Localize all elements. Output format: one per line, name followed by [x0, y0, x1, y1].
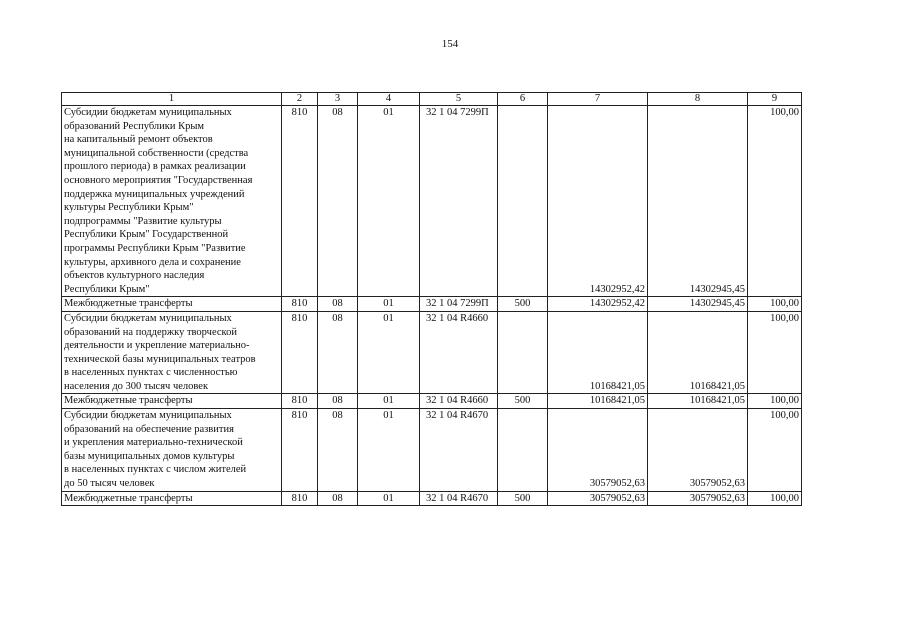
description-line: культуры Республики Крым"	[64, 202, 194, 214]
description-line: подпрограммы "Развитие культуры	[64, 215, 222, 227]
subsection-cell: 01	[358, 394, 420, 409]
expense-type-cell	[498, 311, 548, 394]
description-line: населения до 300 тысяч человек	[64, 380, 209, 392]
code-cell: 810	[282, 106, 318, 297]
column-header: 5	[420, 93, 498, 106]
code-cell: 810	[282, 409, 318, 492]
header-row	[62, 93, 802, 106]
description-line: основного мероприятия "Государственная	[64, 174, 253, 186]
expense-type-cell: 500	[498, 297, 548, 312]
amount-cell: 10168421,05	[548, 311, 648, 394]
target-article-cell: 32 1 04 7299П	[420, 106, 498, 297]
description-line: и укрепления материально-технической	[64, 437, 243, 449]
percent-cell: 100,00	[748, 491, 802, 506]
target-article-cell: 32 1 04 R4660	[420, 394, 498, 409]
description-line: до 50 тысяч человек	[64, 478, 155, 490]
amount-cell: 14302945,45	[648, 297, 748, 312]
amount-cell: 14302952,42	[548, 297, 648, 312]
description-cell	[62, 311, 282, 394]
description-line: образований Республики Крым	[64, 120, 205, 132]
subsection-cell: 01	[358, 491, 420, 506]
percent-cell: 100,00	[748, 394, 802, 409]
target-article-cell: 32 1 04 R4660	[420, 311, 498, 394]
description-cell: Межбюджетные трансферты	[62, 491, 282, 506]
description-line: образований на обеспечение развития	[64, 423, 234, 435]
expense-type-cell	[498, 409, 548, 492]
description-line: Республики Крым" Государственной	[64, 229, 229, 241]
description-line: культуры, архивного дела и сохранение	[64, 256, 241, 268]
expense-type-cell: 500	[498, 491, 548, 506]
code-cell: 810	[282, 311, 318, 394]
description-line: в населенных пунктах с численностью	[64, 367, 238, 379]
section-cell: 08	[318, 394, 358, 409]
description-line: базы муниципальных домов культуры	[64, 450, 235, 462]
subsection-cell: 01	[358, 106, 420, 297]
transfer-row	[62, 491, 802, 506]
description-line: программы Республики Крым "Развитие	[64, 242, 246, 254]
section-cell: 08	[318, 297, 358, 312]
subsection-cell: 01	[358, 297, 420, 312]
percent-cell: 100,00	[748, 106, 802, 297]
section-cell: 08	[318, 491, 358, 506]
amount-cell: 10168421,05	[648, 394, 748, 409]
subsection-cell: 01	[358, 311, 420, 394]
column-header: 3	[318, 93, 358, 106]
expense-type-cell	[498, 106, 548, 297]
amount-cell: 30579052,63	[648, 491, 748, 506]
column-header: 8	[648, 93, 748, 106]
percent-cell: 100,00	[748, 297, 802, 312]
description-cell	[62, 409, 282, 492]
description-line: Субсидии бюджетам муниципальных	[64, 312, 232, 324]
column-header: 4	[358, 93, 420, 106]
description-line: поддержка муниципальных учреждений	[64, 188, 245, 200]
code-cell: 810	[282, 297, 318, 312]
code-cell: 810	[282, 394, 318, 409]
description-cell: Межбюджетные трансферты	[62, 394, 282, 409]
subsidy-row	[62, 106, 802, 297]
amount-cell: 30579052,63	[548, 491, 648, 506]
target-article-cell: 32 1 04 R4670	[420, 491, 498, 506]
amount-cell: 30579052,63	[548, 409, 648, 492]
target-article-cell: 32 1 04 7299П	[420, 297, 498, 312]
percent-cell: 100,00	[748, 311, 802, 394]
expense-type-cell: 500	[498, 394, 548, 409]
column-header: 9	[748, 93, 802, 106]
column-header: 6	[498, 93, 548, 106]
subsidy-row	[62, 409, 802, 492]
column-header: 7	[548, 93, 648, 106]
transfer-row	[62, 394, 802, 409]
table-body	[62, 93, 802, 506]
description-cell: Межбюджетные трансферты	[62, 297, 282, 312]
description-line: в населенных пунктах с числом жителей	[64, 464, 247, 476]
description-line: образований на поддержку творческой	[64, 326, 237, 338]
column-header: 1	[62, 93, 282, 106]
description-line: Субсидии бюджетам муниципальных	[64, 107, 232, 118]
description-line: деятельности и укрепление материально-	[64, 340, 250, 352]
budget-table	[61, 92, 802, 506]
section-cell: 08	[318, 311, 358, 394]
description-cell	[62, 106, 282, 297]
column-header: 2	[282, 93, 318, 106]
section-cell: 08	[318, 409, 358, 492]
description-line: на капитальный ремонт объектов	[64, 134, 213, 146]
amount-cell: 10168421,05	[548, 394, 648, 409]
page-number: 154	[441, 38, 459, 50]
description-line: Республики Крым"	[64, 283, 150, 295]
transfer-row	[62, 297, 802, 312]
subsection-cell: 01	[358, 409, 420, 492]
subsidy-row	[62, 311, 802, 394]
amount-cell: 14302945,45	[648, 106, 748, 297]
description-line: технической базы муниципальных театров	[64, 353, 256, 365]
description-line: муниципальной собственности (средства	[64, 147, 249, 159]
description-line: объектов культурного наследия	[64, 270, 205, 282]
amount-cell: 14302952,42	[548, 106, 648, 297]
description-line: Субсидии бюджетам муниципальных	[64, 410, 232, 422]
amount-cell: 30579052,63	[648, 409, 748, 492]
amount-cell: 10168421,05	[648, 311, 748, 394]
section-cell: 08	[318, 106, 358, 297]
target-article-cell: 32 1 04 R4670	[420, 409, 498, 492]
percent-cell: 100,00	[748, 409, 802, 492]
code-cell: 810	[282, 491, 318, 506]
description-line: прошлого периода) в рамках реализации	[64, 161, 246, 173]
